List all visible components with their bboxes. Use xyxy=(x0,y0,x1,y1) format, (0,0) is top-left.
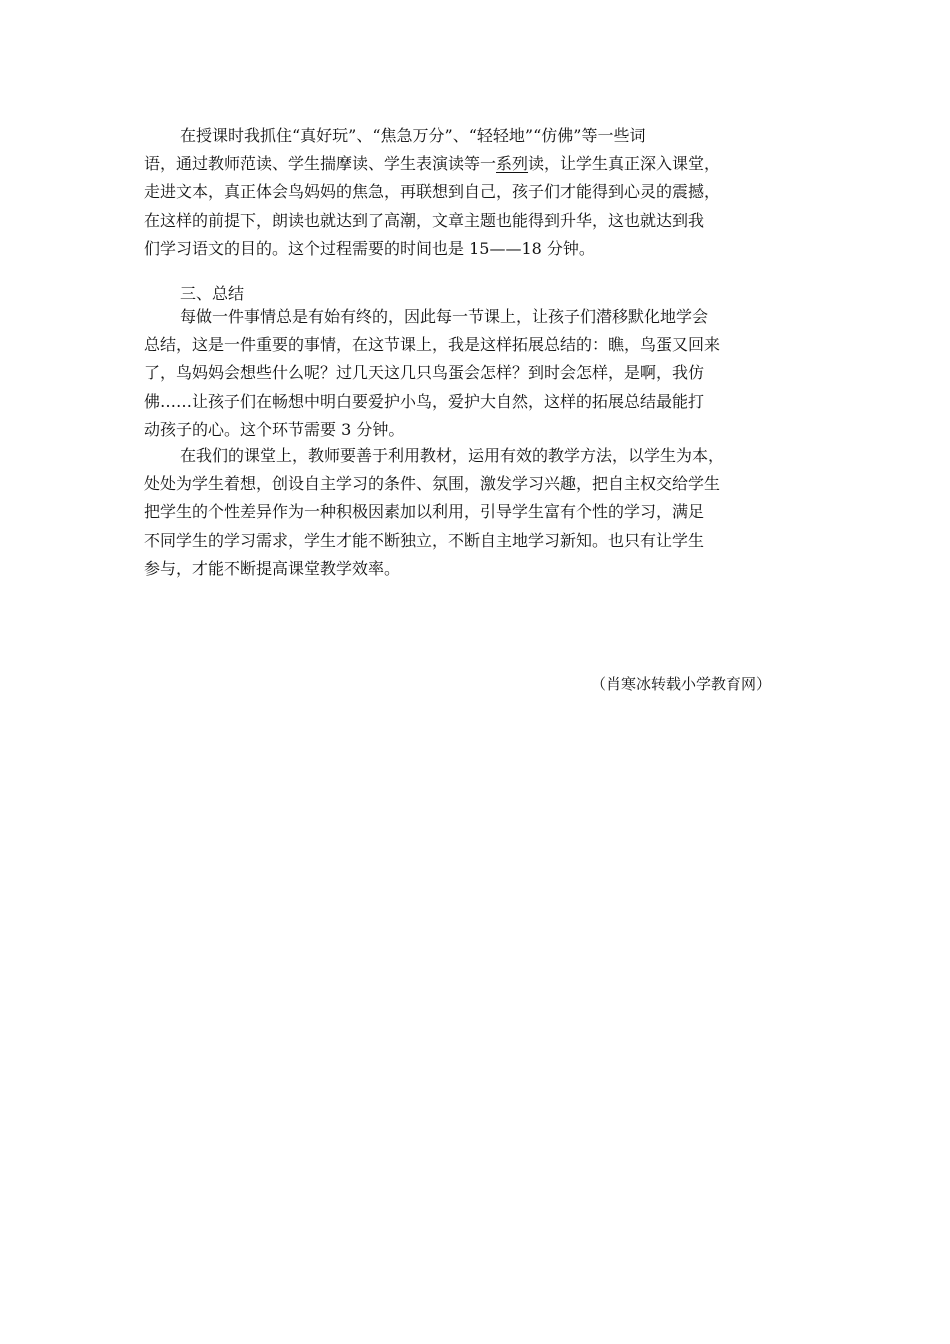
paragraph-line: 动孩子的心。这个环节需要 3 分钟。 xyxy=(144,419,405,439)
paragraph-summary xyxy=(144,303,810,444)
paragraph-reading-method xyxy=(144,122,810,263)
source-note: （肖寒冰转载小学教育网） xyxy=(591,675,772,693)
paragraph-line-segment: 读，让学生真正深入课堂， xyxy=(528,154,721,174)
paragraph-line: 总结，这是一件重要的事情，在这节课上，我是这样拓展总结的：瞧，鸟蛋又回来 xyxy=(144,335,721,355)
paragraph-line: 参与，才能不断提高课堂教学效率。 xyxy=(144,558,401,578)
paragraph-line: 佛……让孩子们在畅想中明白要爱护小鸟，爱护大自然，这样的拓展总结最能打 xyxy=(144,391,705,411)
paragraph-line: 把学生的个性差异作为一种积极因素加以利用，引导学生富有个性的学习，满足 xyxy=(144,502,705,522)
underlined-term: 系列 xyxy=(496,154,529,174)
paragraph-line: 在我们的课堂上，教师要善于利用教材，运用有效的教学方法，以学生为本， xyxy=(180,446,725,465)
paragraph-line: 在这样的前提下，朗读也就达到了高潮，文章主题也能得到升华，这也就达到我 xyxy=(144,210,705,230)
paragraph-conclusion xyxy=(144,442,810,583)
paragraph-line: 走进文本，真正体会鸟妈妈的焦急，再联想到自己，孩子们才能得到心灵的震撼， xyxy=(144,182,721,202)
paragraph-line xyxy=(144,150,810,178)
section-heading-text: 三、总结 xyxy=(180,284,245,303)
paragraph-line: 在授课时我抓住“真好玩”、“焦急万分”、“轻轻地”“仿佛”等一些词 xyxy=(180,126,646,145)
paragraph-line: 们学习语文的目的。这个过程需要的时间也是 15——18 分钟。 xyxy=(144,238,595,258)
paragraph-line: 不同学生的学习需求，学生才能不断独立，不断自主地学习新知。也只有让学生 xyxy=(144,530,705,550)
paragraph-line: 处处为学生着想，创设自主学习的条件、氛围，激发学习兴趣，把自主权交给学生 xyxy=(144,474,721,494)
paragraph-line: 每做一件事情总是有始有终的，因此每一节课上，让孩子们潜移默化地学会 xyxy=(180,307,709,326)
paragraph-line-segment: 语，通过教师范读、学生揣摩读、学生表演读等一 xyxy=(144,154,497,174)
paragraph-line: 了，鸟妈妈会想些什么呢？过几天这几只鸟蛋会怎样？到时会怎样，是啊，我仿 xyxy=(144,363,705,383)
